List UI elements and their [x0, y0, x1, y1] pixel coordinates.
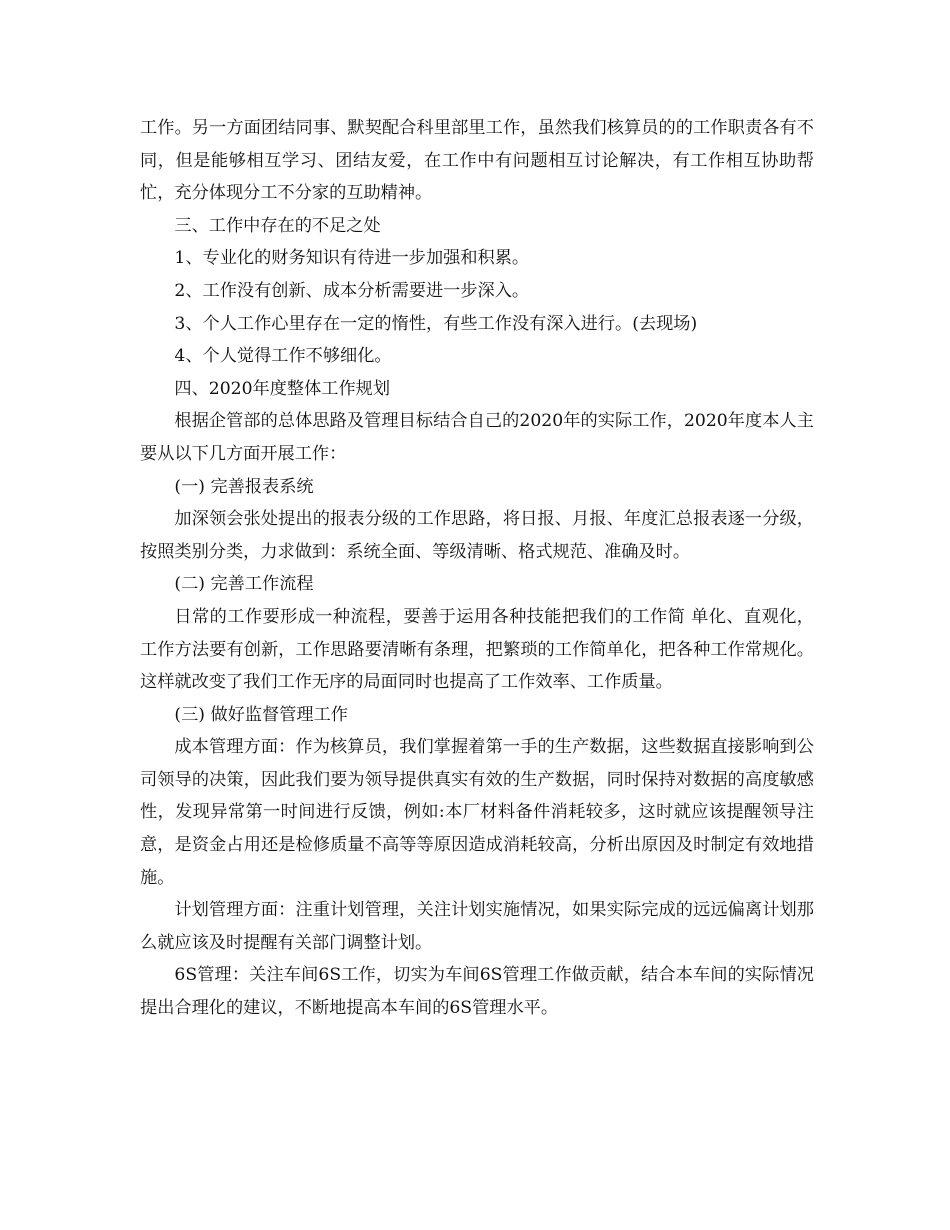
list-item-shortcoming-3: 3、个人工作心里存在一定的惰性，有些工作没有深入进行。(去现场): [174, 313, 698, 334]
paragraph-6s-management: 6S管理：关注车间6S工作，切实为车间6S管理工作做贡献，结合本车间的实际情况提出合理化的建议，不断地提高本车间的6S管理水平。: [140, 965, 814, 1019]
paragraph-plan-intro: 根据企管部的总体思路及管理目标结合自己的2020年的实际工作，2020年度本人主要从以下几方面开展工作：: [140, 411, 814, 464]
paragraph-teamwork: 工作。另一方面团结同事、默契配合科里部里工作，虽然我们核算员的的工作职责各有不同，但是能够相互学习、团结友爱，在工作中有问题相互讨论解决，有工作相互协助帮忙，充分体现分工不分家的互助精神。: [140, 118, 814, 204]
subheading-workflow: (二) 完善工作流程: [174, 574, 314, 595]
paragraph-workflow: 日常的工作要形成一种流程，要善于运用各种技能把我们的工作简 单化、直观化，工作方法要有创新，工作思路要清晰有条理，把繁琐的工作简单化，把各种工作常规化。这样就改变了我们工作无序的局面同时也提高了工作效率、工作质量。: [140, 606, 814, 693]
list-item-shortcoming-4: 4、个人觉得工作不够细化。: [174, 346, 392, 367]
list-item-shortcoming-2: 2、工作没有创新、成本分析需要进一步深入。: [174, 280, 530, 301]
section-heading-plan: 四、2020年度整体工作规划: [174, 378, 391, 399]
subheading-supervision: (三) 做好监督管理工作: [174, 704, 348, 725]
paragraph-plan-management: 计划管理方面：注重计划管理，关注计划实施情况，如果实际完成的远远偏离计划那么就应该及时提醒有关部门调整计划。: [140, 900, 814, 953]
paragraph-cost-management: 成本管理方面：作为核算员，我们掌握着第一手的生产数据，这些数据直接影响到公司领导的决策，因此我们要为领导提供真实有效的生产数据，同时保持对数据的高度敏感性，发现异常第一时间进行反馈，例如:本厂材料备件消耗较多，这时就应该提醒领导注意，是资金占用还是检修质量不高等等原因造成消耗较高，分析出原因及时制定有效地措施。: [140, 737, 814, 888]
list-item-shortcoming-1: 1、专业化的财务知识有待进一步加强和积累。: [174, 248, 530, 269]
subheading-report-system: (一) 完善报表系统: [174, 476, 314, 497]
paragraph-report-system: 加深领会张处提出的报表分级的工作思路，将日报、月报、年度汇总报表逐一分级，按照类别分类，力求做到：系统全面、等级清晰、格式规范、准确及时。: [140, 509, 814, 562]
section-heading-shortcomings: 三、工作中存在的不足之处: [174, 215, 381, 236]
